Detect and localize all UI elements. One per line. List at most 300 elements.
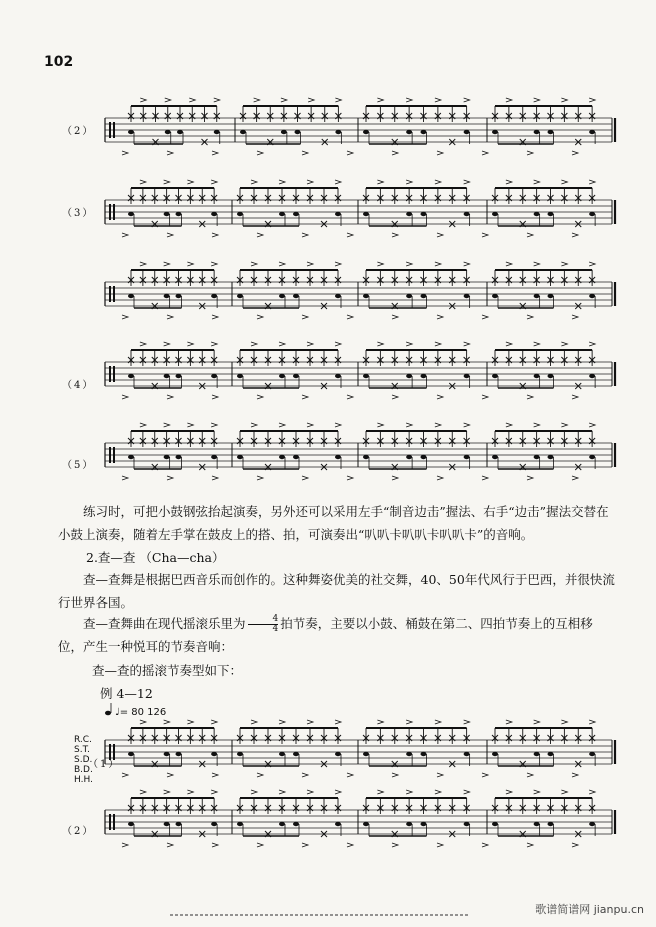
accent-mark [251,423,257,427]
note-head [164,822,170,826]
accent-mark-lower [257,843,263,847]
accent-mark [534,790,540,794]
accent-mark [140,720,146,724]
note-head [335,294,341,298]
accent-mark-lower [527,476,533,480]
accent-mark-lower [572,476,578,480]
note-head [492,130,498,134]
accent-mark [464,423,470,427]
note-head [406,212,412,216]
note-head [548,752,554,756]
note-head [237,374,243,378]
accent-mark-lower [257,315,263,319]
accent-mark [335,720,341,724]
accent-mark-lower [167,395,173,399]
note-head [421,294,427,298]
accent-mark [406,720,412,724]
accent-mark-lower [392,843,398,847]
percussion-clef [109,122,111,138]
percussion-clef [113,366,115,382]
note-head [421,822,427,826]
note-head [279,294,285,298]
page-number: 102 [44,54,74,70]
accent-mark [435,720,441,724]
accent-mark [589,423,595,427]
note-head [176,822,182,826]
note-head [548,455,554,459]
note-head [293,455,299,459]
note-head [534,130,540,134]
note-head [128,752,134,756]
accent-mark [307,423,313,427]
accent-mark [335,423,341,427]
accent-mark [506,262,512,266]
note-head [464,822,470,826]
note-head [164,752,170,756]
note-head [464,294,470,298]
note-head [164,455,170,459]
accent-mark [534,262,540,266]
note-head [177,130,183,134]
note-head [164,212,170,216]
accent-mark-lower [212,843,218,847]
note-head [464,752,470,756]
note-head [237,212,243,216]
accent-mark-lower [167,315,173,319]
note-head [363,294,369,298]
note-head [548,212,554,216]
accent-mark-lower [302,233,308,237]
percussion-clef [109,286,111,302]
time-sig-numerator: 4 [248,615,279,625]
accent-mark [281,98,287,102]
system-label-5: （5） [62,460,95,471]
accent-mark-lower [122,151,128,155]
note-head [279,752,285,756]
note-head [176,212,182,216]
accent-mark-lower [482,233,488,237]
accent-mark-lower [302,843,308,847]
accent-mark [211,262,217,266]
accent-mark-lower [482,151,488,155]
accent-mark [279,180,285,184]
note-head [406,455,412,459]
accent-mark [561,423,567,427]
accent-mark [589,790,595,794]
note-head [363,374,369,378]
note-head [128,822,134,826]
note-head [548,130,554,134]
accent-mark [406,262,412,266]
accent-mark-lower [347,395,353,399]
accent-mark [589,262,595,266]
time-sig-denominator: 4 [272,624,279,634]
note-head [279,374,285,378]
percussion-clef [113,204,115,220]
accent-mark [377,720,383,724]
note-head [464,130,470,134]
note-head [293,212,299,216]
note-head [211,374,217,378]
accent-mark-lower [527,315,533,319]
intro-line: 查—查的摇滚节奏型如下： [92,663,243,678]
accent-mark [140,180,146,184]
accent-mark-lower [167,476,173,480]
accent-mark [187,342,193,346]
accent-mark-lower [527,151,533,155]
note-head [293,822,299,826]
note-head [211,455,217,459]
percussion-clef [109,814,111,830]
accent-mark-lower [347,476,353,480]
accent-mark-lower [572,843,578,847]
accent-mark [534,720,540,724]
accent-mark [211,790,217,794]
accent-mark [187,262,193,266]
accent-mark [279,720,285,724]
accent-mark [211,720,217,724]
note-head [534,455,540,459]
note-head [293,752,299,756]
system-label-2: （2） [62,126,95,137]
note-head [492,752,498,756]
note-head [464,455,470,459]
accent-mark [251,720,257,724]
accent-mark [406,180,412,184]
accent-mark-lower [392,233,398,237]
accent-mark [377,423,383,427]
accent-mark [251,180,257,184]
instrument-label-bd: B.D. [74,765,93,775]
percussion-clef [113,122,115,138]
accent-mark [561,262,567,266]
note-head [176,752,182,756]
accent-mark-lower [347,773,353,777]
note-head [589,752,595,756]
note-head [363,212,369,216]
note-head [421,752,427,756]
watermark: 歌谱简谱网 jianpu.cn [535,903,644,916]
accent-mark-lower [437,843,443,847]
paragraph-chacha-rhythm [58,612,616,658]
note-head [421,130,427,134]
note-head [406,752,412,756]
note-head [548,822,554,826]
note-head [237,752,243,756]
note-head [237,294,243,298]
accent-mark [254,98,260,102]
accent-mark [214,98,220,102]
accent-mark [464,98,470,102]
accent-mark-lower [122,395,128,399]
accent-mark-lower [302,151,308,155]
accent-mark [335,790,341,794]
section-heading: 2.查—查 （Cha—cha） [86,550,225,565]
accent-mark [406,790,412,794]
accent-mark-lower [392,773,398,777]
example-label: 例 4—12 [100,686,153,701]
accent-mark-lower [437,151,443,155]
note-head [589,374,595,378]
accent-mark [534,98,540,102]
accent-mark-lower [302,395,308,399]
percussion-clef [109,204,111,220]
accent-mark [251,262,257,266]
note-head [237,455,243,459]
accent-mark [561,180,567,184]
note-head [406,374,412,378]
note-head [492,212,498,216]
paragraph-practice: 练习时，可把小鼓钢弦抬起演奏，另外还可以采用左手“制音边击”握法、右手“边击”握法交替在小鼓上演奏，随着左手掌在鼓皮上的搭、拍，可演奏出“叭叭卡叭叭卡叭叭卡”的音响。 [58,504,609,542]
accent-mark [189,98,195,102]
accent-mark [377,790,383,794]
accent-mark [534,423,540,427]
instrument-label-hh: H.H. [74,775,93,785]
note-head [335,752,341,756]
instrument-label-rc: R.C. [74,735,92,745]
accent-mark [187,180,193,184]
accent-mark-lower [122,843,128,847]
accent-mark [561,342,567,346]
accent-mark [506,720,512,724]
accent-mark [464,720,470,724]
accent-mark-lower [347,843,353,847]
note-head [589,455,595,459]
accent-mark-lower [527,843,533,847]
tempo-marking: ♩= 80 126 [115,707,167,718]
accent-mark [435,262,441,266]
accent-mark [307,342,313,346]
note-head [492,374,498,378]
note-head [534,752,540,756]
accent-mark [377,262,383,266]
accent-mark [506,180,512,184]
accent-mark [406,342,412,346]
note-head [211,212,217,216]
note-head [421,212,427,216]
percussion-clef [113,286,115,302]
accent-mark-lower [437,315,443,319]
accent-mark [435,423,441,427]
instrument-label-st: S.T. [74,745,90,755]
accent-mark-lower [257,476,263,480]
accent-mark-lower [527,395,533,399]
accent-mark-lower [212,233,218,237]
note-head [293,294,299,298]
accent-mark [335,262,341,266]
note-head [589,130,595,134]
accent-mark [211,342,217,346]
percussion-clef [109,366,111,382]
note-head [406,294,412,298]
accent-mark [589,180,595,184]
accent-mark [251,342,257,346]
paragraph-chacha-origin: 查—查舞是根据巴西音乐而创作的。这种舞姿优美的社交舞，40、50年代风行于巴西，并很快流行世界各国。 [58,572,615,610]
accent-mark [464,262,470,266]
note-head [363,130,369,134]
accent-mark-lower [212,315,218,319]
accent-mark-lower [167,843,173,847]
accent-mark-lower [482,843,488,847]
note-head [335,374,341,378]
accent-mark [140,790,146,794]
note-head [363,822,369,826]
accent-mark [589,98,595,102]
accent-mark-lower [572,315,578,319]
note-head [492,822,498,826]
accent-mark-lower [212,395,218,399]
note-head [281,130,287,134]
accent-mark [561,98,567,102]
note-head [534,294,540,298]
note-head [492,455,498,459]
accent-mark [140,262,146,266]
instrument-label-sd: S.D. [74,755,93,765]
accent-mark [164,423,170,427]
accent-mark [164,180,170,184]
accent-mark [534,180,540,184]
note-head [363,455,369,459]
percussion-clef [113,447,115,463]
accent-mark-lower [437,395,443,399]
accent-mark [435,790,441,794]
accent-mark [140,342,146,346]
note-head [176,374,182,378]
accent-mark-lower [392,395,398,399]
accent-mark [165,98,171,102]
accent-mark-lower [572,151,578,155]
accent-mark-lower [122,773,128,777]
accent-mark [406,98,412,102]
note-head [534,212,540,216]
accent-mark [464,790,470,794]
accent-mark-lower [527,233,533,237]
accent-mark-lower [122,233,128,237]
accent-mark [534,342,540,346]
note-head [164,374,170,378]
accent-mark [506,423,512,427]
accent-mark-lower [257,151,263,155]
note-head [464,212,470,216]
accent-mark-lower [347,233,353,237]
accent-mark-lower [392,476,398,480]
note-head [363,752,369,756]
note-head [279,455,285,459]
note-head [293,374,299,378]
accent-mark [279,342,285,346]
note-head [421,455,427,459]
note-head [548,294,554,298]
note-head [211,822,217,826]
accent-mark [464,180,470,184]
accent-mark [435,180,441,184]
accent-mark [164,720,170,724]
note-head [176,455,182,459]
accent-mark [307,720,313,724]
accent-mark [335,342,341,346]
note-head [464,374,470,378]
tempo-note [105,711,111,716]
accent-mark [335,180,341,184]
accent-mark [164,790,170,794]
note-head [240,130,246,134]
accent-mark-lower [212,476,218,480]
accent-mark-lower [482,773,488,777]
accent-mark [377,342,383,346]
accent-mark [164,262,170,266]
note-head [214,130,220,134]
accent-mark [140,98,146,102]
accent-mark-lower [212,773,218,777]
note-head [176,294,182,298]
accent-mark-lower [482,476,488,480]
accent-mark [506,98,512,102]
paragraph3-after: 拍节奏，主要以小鼓、桶鼓在第二、四拍节奏上的互相移位，产生一种悦耳的节奏音响： [58,616,593,654]
accent-mark-lower [302,773,308,777]
note-head [534,374,540,378]
accent-mark [307,262,313,266]
accent-mark [589,342,595,346]
note-head [406,822,412,826]
note-head [335,212,341,216]
accent-mark-lower [572,233,578,237]
accent-mark [377,98,383,102]
accent-mark-lower [257,773,263,777]
accent-mark-lower [527,773,533,777]
time-signature-fraction [248,615,279,634]
note-head [128,374,134,378]
accent-mark-lower [167,233,173,237]
system-label-3: （3） [62,208,95,219]
accent-mark-lower [392,315,398,319]
note-head [165,130,171,134]
note-head [128,294,134,298]
note-head [279,212,285,216]
accent-mark-lower [437,233,443,237]
accent-mark-lower [572,395,578,399]
accent-mark [211,423,217,427]
accent-mark [140,423,146,427]
accent-mark [561,790,567,794]
note-head [128,455,134,459]
example-system-label-2: （2） [62,826,95,837]
accent-mark-lower [347,315,353,319]
accent-mark-lower [167,151,173,155]
accent-mark [464,342,470,346]
accent-mark-lower [257,395,263,399]
note-head [128,212,134,216]
accent-mark-lower [482,395,488,399]
accent-mark-lower [437,773,443,777]
note-head [589,212,595,216]
system-label-4: （4） [62,380,95,391]
accent-mark [406,423,412,427]
percussion-clef [109,447,111,463]
accent-mark [561,720,567,724]
accent-mark [211,180,217,184]
accent-mark [307,180,313,184]
accent-mark [307,790,313,794]
note-head [164,294,170,298]
accent-mark-lower [482,315,488,319]
accent-mark-lower [437,476,443,480]
note-head [211,294,217,298]
accent-mark-lower [347,151,353,155]
note-head [589,294,595,298]
accent-mark-lower [122,476,128,480]
note-head [589,822,595,826]
note-head [128,130,134,134]
